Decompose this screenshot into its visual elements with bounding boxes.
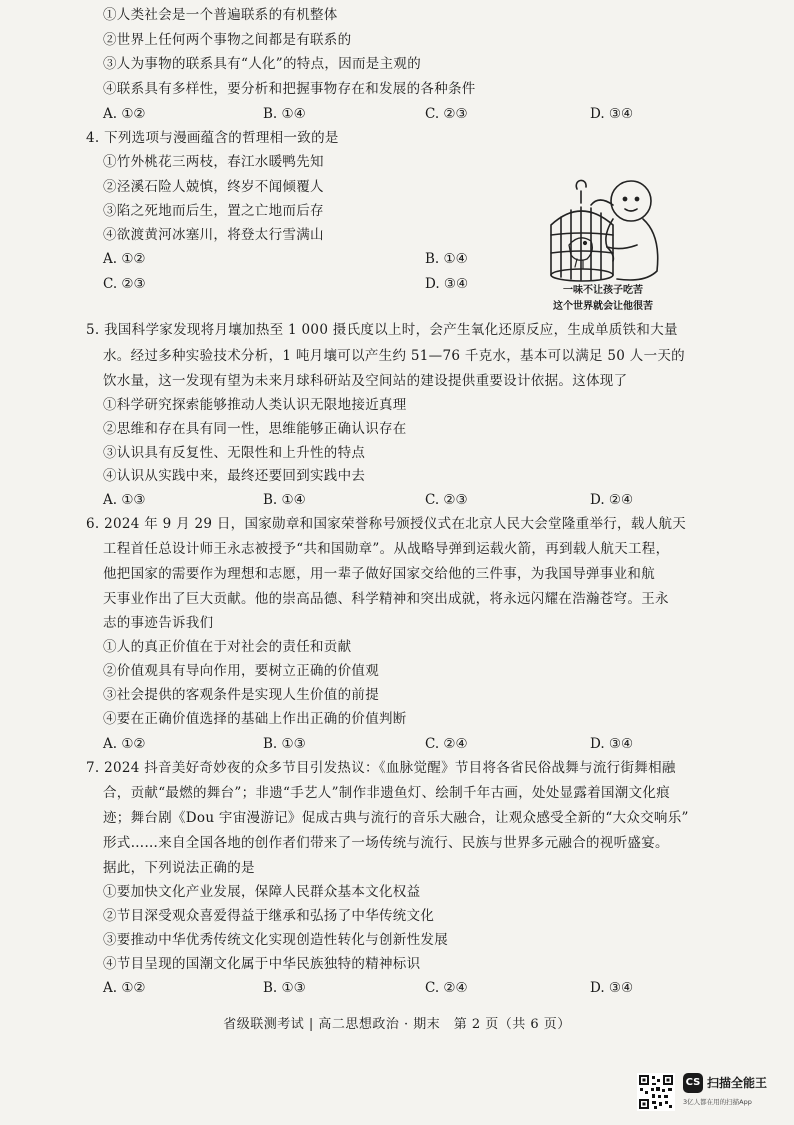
q6-stem-3: 他把国家的需要作为理想和志愿，用一辈子做好国家交给他的三件事，为我国导弹事业和航 [103, 566, 655, 582]
cartoon-caption-1: 一味不让孩子吃苦 [563, 285, 643, 296]
q5-option-4: ④认识从实践中来，最终还要回到实践中去 [103, 468, 366, 484]
q4-option-1: ①竹外桃花三两枝，春江水暖鸭先知 [103, 154, 324, 170]
q6-option-3: ③社会提供的客观条件是实现人生价值的前提 [103, 687, 379, 703]
q4-choices-row2 [103, 274, 469, 294]
q4-choice-a: A. ①② [103, 251, 146, 267]
q6-option-1: ①人的真正价值在于对社会的责任和贡献 [103, 639, 352, 655]
scanner-tagline: 3亿人都在用的扫描App [683, 1098, 752, 1106]
q5-choice-b: B. ①④ [263, 492, 306, 508]
q5-stem-3: 饮水量，这一发现有望为未来月球科研站及空间站的建设提供重要设计依据。这体现了 [103, 373, 628, 389]
q7-stem-1: 7. 2024 抖音美好奇妙夜的众多节目引发热议：《血脉觉醒》节目将各省民俗战舞与流行街舞相融 [86, 760, 676, 776]
q7-choices [103, 978, 743, 998]
q4-choice-c: C. ②③ [103, 276, 146, 292]
q4-option-4: ④欲渡黄河冰塞川，将登太行雪满山 [103, 227, 324, 243]
q7-stem-4: 形式……来自全国各地的创作者们带来了一场传统与流行、民族与世界多元融合的视听盛宴。 [103, 835, 669, 851]
q3-choice-a: A. ①② [103, 106, 146, 122]
camscanner-logo-icon: CS [683, 1073, 703, 1093]
q5-stem-2: 水。经过多种实验技术分析，1 吨月壤可以产生约 51—76 千克水，基本可以满足 50 人一天的 [103, 348, 685, 364]
q3-choices [103, 104, 743, 124]
cartoon-caption-2: 这个世界就会让他很苦 [553, 301, 653, 312]
q3-option-1: ①人类社会是一个普遍联系的有机整体 [103, 7, 338, 23]
q7-stem-2: 合，贡献“最燃的舞台”；非遗“手艺人”制作非遗鱼灯、绘制千年古画，处处显露着国潮文化痕 [103, 785, 671, 801]
q7-stem-5: 据此，下列说法正确的是 [103, 860, 255, 876]
q5-choices [103, 490, 743, 510]
q3-option-4: ④联系具有多样性，要分析和把握事物存在和发展的各种条件 [103, 81, 476, 97]
q5-stem-1: 5. 我国科学家发现将月壤加热至 1 000 摄氏度以上时，会产生氧化还原反应，生成单质铁和大量 [86, 322, 678, 338]
q6-stem-2: 工程首任总设计师王永志被授予“共和国勋章”。从战略导弹到运载火箭，再到载人航天工程， [103, 541, 670, 557]
q6-choice-b: B. ①③ [263, 736, 306, 752]
q7-option-4: ④节目呈现的国潮文化属于中华民族独特的精神标识 [103, 956, 421, 972]
q5-option-3: ③认识具有反复性、无限性和上升性的特点 [103, 445, 366, 461]
q7-option-2: ②节目深受观众喜爱得益于继承和弘扬了中华传统文化 [103, 908, 435, 924]
q4-option-3: ③陷之死地而后生，置之亡地而后存 [103, 203, 324, 219]
q3-choice-b: B. ①④ [263, 106, 306, 122]
q6-choice-c: C. ②④ [425, 736, 468, 752]
q4-stem: 4. 下列选项与漫画蕴含的哲理相一致的是 [86, 130, 339, 146]
q6-choice-d: D. ③④ [590, 736, 634, 752]
q7-choice-d: D. ③④ [590, 980, 634, 996]
q7-option-1: ①要加快文化产业发展，保障人民群众基本文化权益 [103, 884, 421, 900]
q6-option-2: ②价值观具有导向作用，要树立正确的价值观 [103, 663, 379, 679]
q7-stem-3: 迹；舞台剧《Dou 宇宙漫游记》促成古典与流行的音乐大融合，让观众感受全新的“大众交响乐” [103, 810, 689, 826]
q4-option-2: ②泾溪石险人兢慎，终岁不闻倾覆人 [103, 179, 324, 195]
page-footer: 省级联测考试 | 高二思想政治 · 期末 第 2 页（共 6 页） [223, 1017, 571, 1032]
q4-choice-d: D. ③④ [425, 276, 469, 292]
q6-option-4: ④要在正确价值选择的基础上作出正确的价值判断 [103, 711, 407, 727]
q6-stem-1: 6. 2024 年 9 月 29 日，国家勋章和国家荣誉称号颁授仪式在北京人民大会堂隆重举行，载人航天 [86, 516, 687, 532]
q5-choice-a: A. ①③ [103, 492, 146, 508]
q3-option-3: ③人为事物的联系具有“人化”的特点，因而是主观的 [103, 56, 422, 72]
q3-choice-c: C. ②③ [425, 106, 468, 122]
q5-option-2: ②思维和存在具有同一性，思维能够正确认识存在 [103, 421, 407, 437]
q5-option-1: ①科学研究探索能够推动人类认识无限地接近真理 [103, 397, 407, 413]
q4-choices-row1 [103, 249, 468, 269]
scanner-app-name: 扫描全能王 [707, 1076, 768, 1090]
q7-choice-a: A. ①② [103, 980, 146, 996]
q7-choice-c: C. ②④ [425, 980, 468, 996]
q4-choice-b: B. ①④ [425, 251, 468, 267]
q3-choice-d: D. ③④ [590, 106, 634, 122]
qr-code-icon [637, 1073, 675, 1111]
q3-option-2: ②世界上任何两个事物之间都是有联系的 [103, 32, 352, 48]
q6-choices [103, 734, 743, 754]
q5-choice-c: C. ②③ [425, 492, 468, 508]
q6-stem-5: 志的事迹告诉我们 [103, 615, 214, 631]
q5-choice-d: D. ②④ [590, 492, 634, 508]
q6-choice-a: A. ①② [103, 736, 146, 752]
q7-option-3: ③要推动中华优秀传统文化实现创造性转化与创新性发展 [103, 932, 448, 948]
q6-stem-4: 天事业作出了巨大贡献。他的崇高品德、科学精神和突出成就，将永远闪耀在浩瀚苍穹。王永 [103, 591, 669, 607]
q7-choice-b: B. ①③ [263, 980, 306, 996]
